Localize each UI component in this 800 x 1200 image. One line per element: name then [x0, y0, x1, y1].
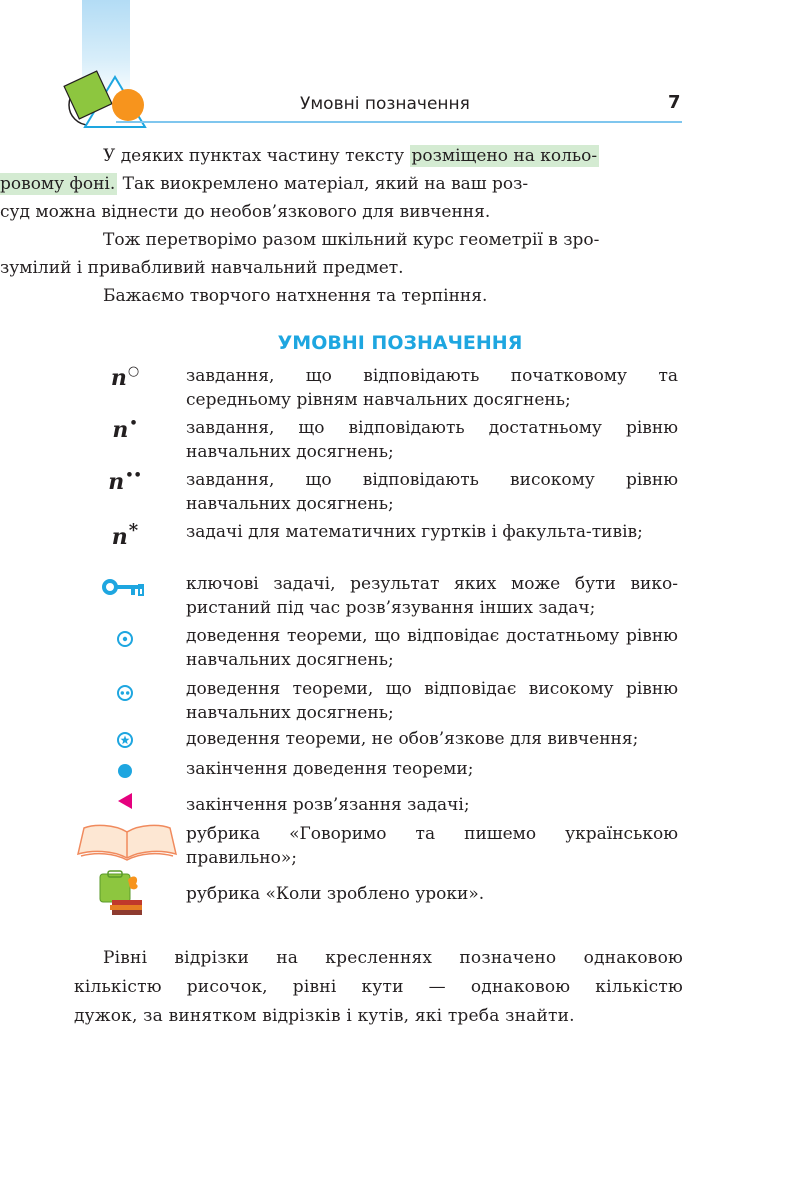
legend-item-text: рубрика «Коли зроблено уроки». [186, 884, 485, 904]
intro-text-part: Тож перетворімо разом шкільний курс геометрії в зро- [103, 230, 600, 250]
running-header: Умовні позначення [300, 94, 470, 114]
bottom-line: дужок, за винятком відрізків і кутів, які треба знайти. [74, 1006, 575, 1026]
bottom-line: кількістю рисочок, рівні кути — однаковою кількістю [74, 977, 683, 997]
page-number: 7 [668, 92, 681, 113]
intro-text-part: Так виокремлено матеріал, який на ваш роз- [117, 174, 529, 194]
legend-item-text: закінчення розв’язання задачі; [186, 795, 470, 815]
legend-item-text: ключові задачі, результат яких може бути вико-ристаний під час розв’язування інших задач; [186, 574, 678, 618]
legend-item-text: завдання, що відповідають початковому та середньому рівням навчальних досягнень; [186, 366, 678, 410]
task-level-initial-symbol: n○ [110, 364, 140, 391]
intro-text-part: Бажаємо творчого натхнення та терпіння. [103, 286, 488, 306]
key-icon [70, 578, 180, 596]
filled-circle-icon [70, 763, 180, 779]
task-level-high-symbol: n•• [108, 468, 142, 495]
legend-item-text: рубрика «Говоримо та пишемо українською правильно»; [186, 824, 678, 868]
highlighted-text: розміщено на кольо- [411, 146, 598, 166]
bottom-paragraph [74, 944, 683, 1031]
legend-item-text: задачі для математичних гуртків і факульта-тивів; [186, 522, 643, 542]
intro-paragraph-2 [0, 226, 683, 282]
legend-item-text: закінчення доведення теореми; [186, 759, 474, 779]
intro-text-part: У деяких пунктах частину тексту [103, 146, 410, 166]
intro-paragraph-3 [103, 282, 683, 310]
circle-dot-icon [70, 630, 180, 648]
task-level-sufficient-symbol: n• [112, 416, 138, 443]
legend-item-text: завдання, що відповідають достатньому рівню навчальних досягнень; [186, 418, 678, 462]
intro-paragraph-1 [0, 142, 683, 226]
books-butterfly-icon [66, 870, 176, 916]
legend-item-text: доведення теореми, що відповідає достатньому рівню навчальних досягнень; [186, 626, 678, 670]
header-rule [116, 121, 682, 123]
legend-item-text: доведення теореми, що відповідає високому рівню навчальних досягнень; [186, 679, 678, 723]
geometry-logo-icon [55, 55, 155, 145]
task-olympiad-symbol: n* [111, 520, 139, 550]
open-book-icon [72, 822, 182, 862]
legend-item-text: завдання, що відповідають високому рівню навчальних досягнень; [186, 470, 678, 514]
bottom-line: Рівні відрізки на кресленнях позначено однаковою [103, 948, 683, 968]
legend-item-text: доведення теореми, не обов’язкове для вивчення; [186, 729, 639, 749]
intro-text-part: зумілий і привабливий навчальний предмет. [0, 258, 404, 278]
triangle-left-icon [70, 791, 180, 811]
legend-title: УМОВНІ ПОЗНАЧЕННЯ [277, 332, 523, 354]
highlighted-text: ровому фоні. [0, 174, 116, 194]
circle-star-icon [70, 731, 180, 749]
intro-text-part: суд можна віднести до необов’язкового для вивчення. [0, 202, 491, 222]
circle-two-dots-icon [70, 684, 180, 702]
intro-text [0, 142, 683, 310]
